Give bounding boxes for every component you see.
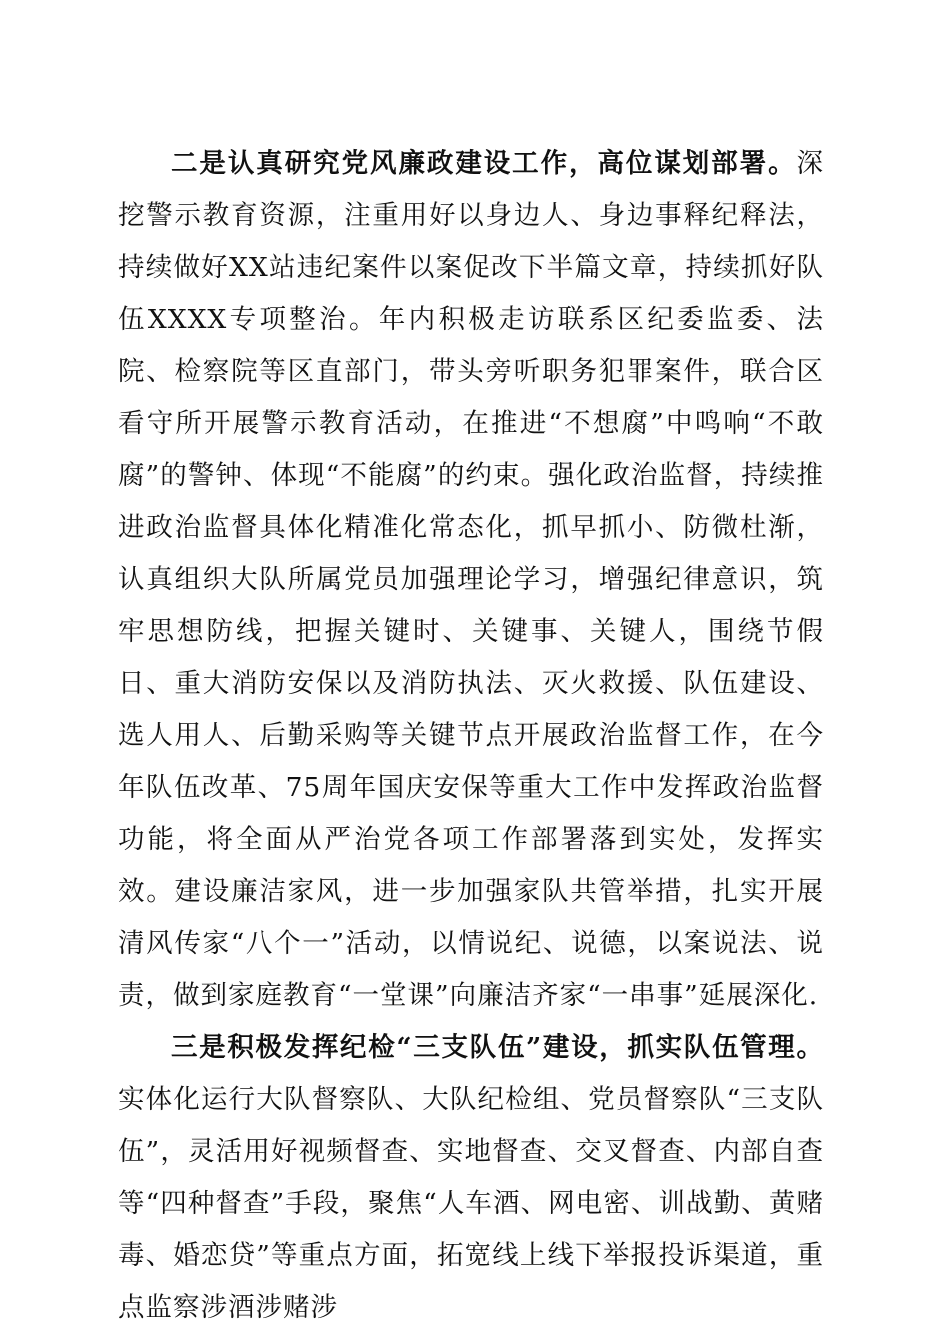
paragraph-3-text: 实体化运行大队督察队、大队纪检组、党员督察队“三支队伍”，灵活用好视频督查、实地督查、交叉督查、内部自查等“四种督查”手段，聚焦“人车酒、网电密、训战勤、黄赌毒、婚恋贷”等重点方面，拓宽线上线下举报投诉渠道，重点监察涉酒涉赌涉 bbox=[118, 1084, 824, 1323]
paragraph-2-heading: 二是认真研究党风廉政建设工作，高位谋划部署。 bbox=[171, 148, 797, 179]
paragraph-2-text: 深挖警示教育资源，注重用好以身边人、身边事释纪释法，持续做好XX站违纪案件以案促改下半篇文章，持续抓好队伍XXXX专项整治。年内积极走访联系区纪委监委、法院、检察院等区直部门，带头旁听职务犯罪案件，联合区看守所开展警示教育活动，在推进“不想腐”中鸣响“不敢腐”的警钟、体现“不能腐”的约束。强化政治监督，持续推进政治监督具体化精准化常态化，抓早抓小、防微杜渐，认真组织大队所属党员加强理论学习，增强纪律意识，筑牢思想防线，把握关键时、关键事、关键人，围绕节假日、重大消防安保以及消防执法、灭火救援、队伍建设、选人用人、后勤采购等关键节点开展政治监督工作，在今年队伍改革、75周年国庆安保等重大工作中发挥政治监督功能，将全面从严治党各项工作部署落到实处，发挥实效。建设廉洁家风，进一步加强家队共管举措，扎实开展清风传家“八个一”活动，以情说纪、说德，以案说法、说责，做到家庭教育“一堂课”向廉洁齐家“一串事”延展深化. bbox=[118, 148, 824, 1011]
paragraph-2 bbox=[118, 138, 824, 1022]
paragraph-3-heading: 三是积极发挥纪检“三支队伍”建设，抓实队伍管理。 bbox=[171, 1032, 824, 1063]
document-body bbox=[118, 138, 824, 1334]
paragraph-3 bbox=[118, 1022, 824, 1334]
